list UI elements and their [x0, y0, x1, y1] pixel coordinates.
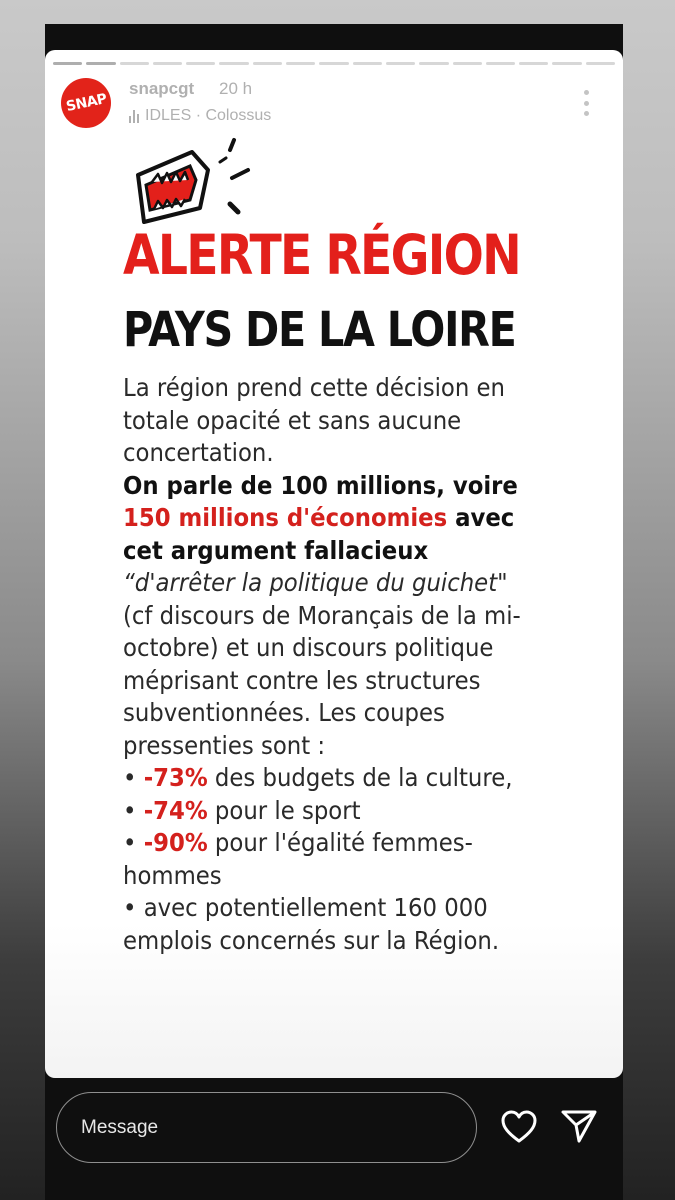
culture-percent: -73%	[143, 763, 208, 792]
progress-segment	[53, 62, 82, 65]
progress-segment	[186, 62, 215, 65]
economies-paragraph	[123, 470, 532, 568]
sport-text: pour le sport	[207, 795, 361, 825]
sport-percent: -74%	[143, 795, 208, 825]
egalite-percent: -90%	[143, 828, 208, 857]
progress-segment	[586, 62, 615, 65]
message-placeholder: Message	[81, 1116, 159, 1138]
avatar[interactable]	[61, 78, 111, 128]
context-text: (cf discours de Morançais de la mi-octobre) et un discours politique méprisant contre les structures subventionnées. Les coupes pressenties sont :	[123, 600, 521, 760]
story-header	[61, 74, 607, 130]
username[interactable]: snapcgt	[129, 79, 195, 98]
music-bars-icon	[129, 110, 139, 123]
intro-paragraph: La région prend cette décision en totale opacité et sans aucune concertation.	[123, 373, 505, 467]
egalite-text: pour l'égalité femmes-hommes	[123, 828, 473, 890]
progress-segment	[353, 62, 382, 65]
bullet-egalite	[123, 827, 532, 892]
quote-text: “d'arrêter la politique du guichet"	[123, 568, 508, 597]
post-body	[123, 372, 532, 957]
progress-segment	[552, 62, 581, 65]
progress-segment	[153, 62, 182, 65]
message-input[interactable]	[56, 1092, 477, 1163]
bullet-emplois	[123, 892, 532, 957]
progress-segment	[286, 62, 315, 65]
avatar-logo-text: SNAP	[64, 90, 108, 116]
progress-segment	[219, 62, 248, 65]
progress-segment	[386, 62, 415, 65]
bullet-mark: •	[123, 763, 137, 792]
culture-text: des budgets de la culture,	[207, 763, 513, 792]
progress-segment	[86, 62, 115, 65]
progress-segment	[319, 62, 348, 65]
progress-segment	[253, 62, 282, 65]
quote-paragraph	[123, 567, 532, 762]
economies-amount: 150 millions d'économies	[123, 503, 448, 532]
send-icon[interactable]	[560, 1108, 598, 1144]
reply-bar	[0, 1078, 675, 1200]
shouting-mouth-illustration	[130, 130, 260, 230]
headline-alerte-region: ALERTE RÉGION	[123, 223, 520, 287]
headline-pays-de-la-loire: PAYS DE LA LOIRE	[123, 302, 516, 358]
bullet-culture	[123, 762, 532, 795]
more-options-icon[interactable]	[583, 90, 589, 116]
story-card[interactable]	[45, 50, 623, 1078]
post-time: 20 h	[219, 79, 253, 98]
bullet-mark: •	[123, 893, 137, 922]
progress-segment	[486, 62, 515, 65]
emplois-text: avec potentiellement 160 000 emplois concernés sur la Région.	[123, 893, 500, 955]
progress-segment	[453, 62, 482, 65]
music-label: IDLES · Colossus	[145, 107, 272, 124]
progress-segment	[419, 62, 448, 65]
progress-segment	[120, 62, 149, 65]
bullet-mark: •	[123, 828, 137, 857]
economies-bold-2: avec cet argument fallacieux	[123, 503, 515, 565]
economies-bold-1: On parle de 100 millions, voire	[123, 470, 518, 500]
story-progress-bar	[53, 62, 615, 65]
progress-segment	[519, 62, 548, 65]
bullet-mark: •	[123, 795, 137, 825]
bullet-sport	[123, 795, 532, 828]
music-attribution[interactable]	[129, 107, 271, 125]
heart-icon[interactable]	[500, 1109, 538, 1145]
